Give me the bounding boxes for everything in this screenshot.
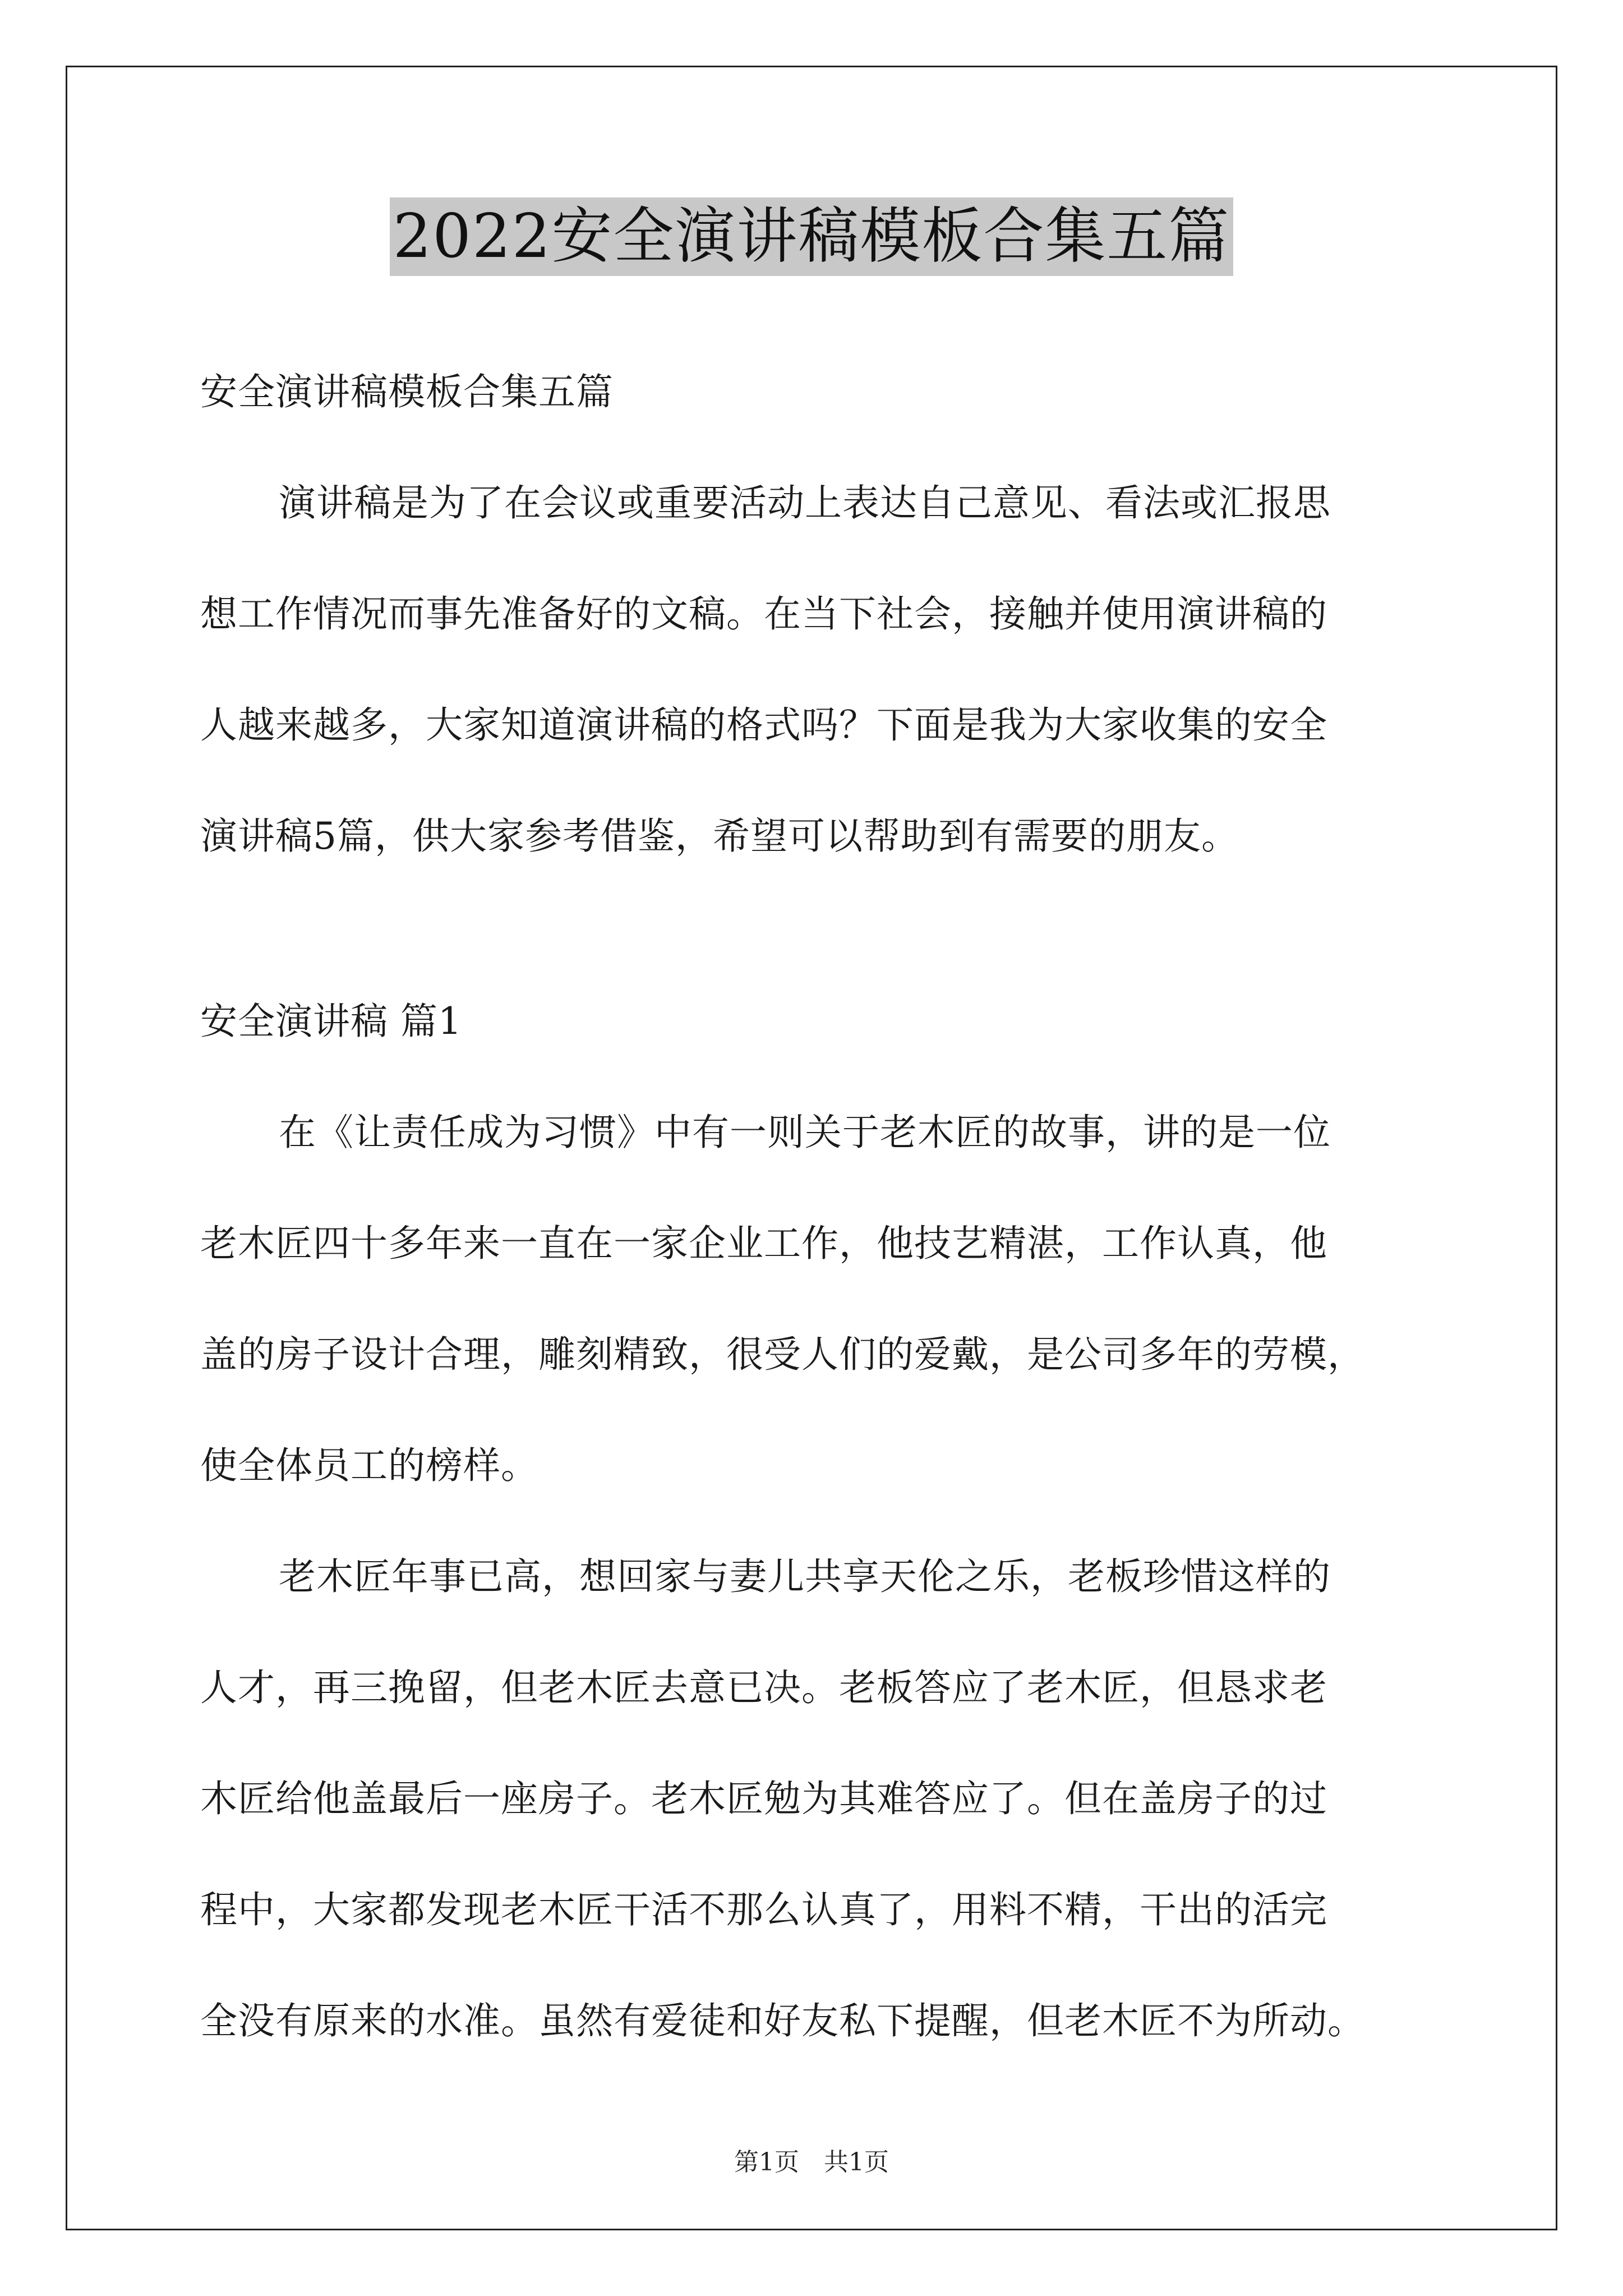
paragraph-line: 使全体员工的榜样。 [200, 1444, 538, 1487]
section1-paragraph-1 [200, 1077, 1434, 1521]
page-total: 共1页 [824, 2148, 889, 2177]
paragraph-line: 想工作情况而事先准备好的文稿。在当下社会，接触并使用演讲稿的 [200, 592, 1327, 636]
paragraph-line: 木匠给他盖最后一座房子。老木匠勉为其难答应了。但在盖房子的过 [200, 1777, 1327, 1820]
document-title: 2022安全演讲稿模板合集五篇 [390, 197, 1234, 276]
page-number: 第1页 [734, 2148, 799, 2177]
page-footer [0, 2146, 1623, 2179]
paragraph-line: 人才，再三挽留，但老木匠去意已决。老板答应了老木匠，但恳求老 [200, 1666, 1327, 1709]
paragraph-line: 演讲稿5篇，供大家参考借鉴，希望可以帮助到有需要的朋友。 [200, 815, 1239, 858]
document-subtitle: 安全演讲稿模板合集五篇 [200, 370, 614, 413]
paragraph-line: 在《让责任成为习惯》中有一则关于老木匠的故事，讲的是一位 [279, 1111, 1331, 1154]
title-container [0, 197, 1623, 276]
document-body [200, 337, 1434, 2077]
paragraph-line: 全没有原来的水准。虽然有爱徒和好友私下提醒，但老木匠不为所动。 [200, 1999, 1365, 2042]
paragraph-line: 人越来越多，大家知道演讲稿的格式吗？下面是我为大家收集的安全 [200, 703, 1327, 747]
paragraph-line: 老木匠四十多年来一直在一家企业工作，他技艺精湛，工作认真，他 [200, 1222, 1327, 1265]
intro-paragraph [200, 448, 1434, 892]
section-heading: 安全演讲稿 篇1 [200, 1000, 462, 1043]
paragraph-line: 老木匠年事已高，想回家与妻儿共享天伦之乐，老板珍惜这样的 [279, 1555, 1331, 1598]
paragraph-line: 盖的房子设计合理，雕刻精致，很受人们的爱戴，是公司多年的劳模， [200, 1333, 1365, 1376]
section-spacer [200, 892, 1434, 966]
section1-paragraph-2 [200, 1521, 1434, 2077]
paragraph-line: 程中，大家都发现老木匠干活不那么认真了，用料不精，干出的活完 [200, 1888, 1327, 1931]
paragraph-line: 演讲稿是为了在会议或重要活动上表达自己意见、看法或汇报思 [279, 481, 1331, 524]
